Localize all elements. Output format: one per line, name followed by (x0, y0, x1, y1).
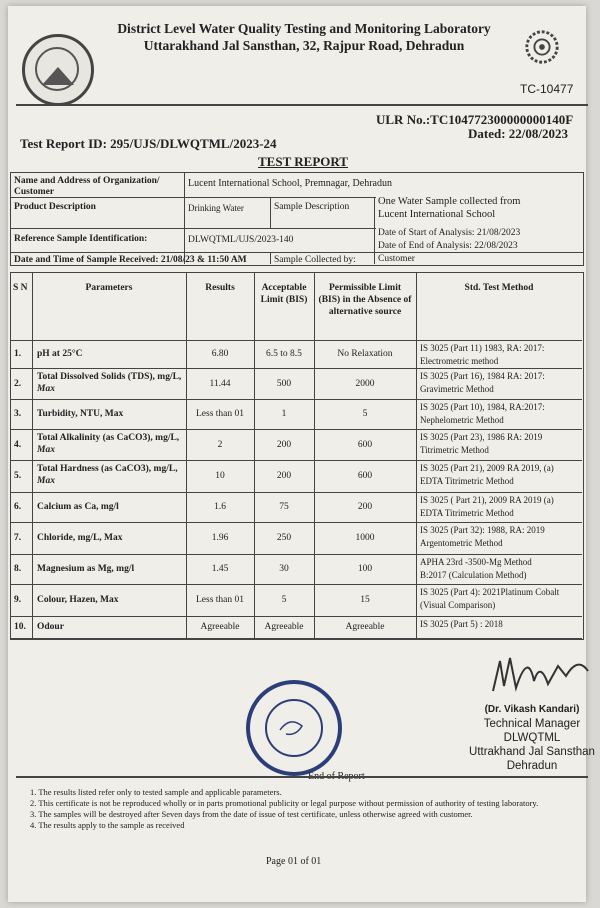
cell-method: IS 3025 (Part 23), 1986 RA: 2019 (420, 432, 543, 442)
cell-parameter: Total Dissolved Solids (TDS), mg/L, (37, 372, 182, 382)
cell-method-name: B:2017 (Calculation Method) (420, 570, 527, 580)
cell-method-name: Argentometric Method (420, 538, 503, 548)
cell-acc: 200 (276, 439, 292, 450)
collected-label: Sample Collected by: (274, 255, 356, 265)
note-item: 3. The samples will be destroyed after Seven days from the date of issue of test certificate, unless otherwise agreed with customer. (30, 809, 473, 819)
sample-desc-label: Sample Description (274, 202, 350, 212)
cell-sn: 1. (14, 349, 22, 359)
product-value: Drinking Water (188, 203, 244, 213)
cell-acc: 75 (279, 502, 289, 512)
lab-title (104, 20, 504, 54)
cell-sn: 8. (14, 564, 22, 574)
table-header-param: Parameters (85, 283, 133, 293)
table-header-sn: S N (13, 283, 28, 293)
notes-divider (16, 776, 588, 778)
cell-acc: 500 (276, 378, 292, 389)
cell-perm: Agreeable (345, 622, 385, 632)
cell-parameter: Total Hardness (as CaCO3), mg/L, (37, 464, 178, 474)
received-label: Date and Time of Sample Received: 21/08/23 & 11:50 AM (14, 255, 247, 265)
cell-method-name: EDTA Titrimetric Method (420, 508, 514, 518)
cell-method-name: (Visual Comparison) (420, 600, 496, 610)
cell-sn: 7. (14, 533, 22, 543)
nabl-emblem-icon (523, 28, 561, 66)
start-analysis: Date of Start of Analysis: 21/08/2023 (378, 228, 521, 238)
report-id: Test Report ID: 295/UJS/DLWQTML/2023-24 (20, 136, 277, 151)
cell-method-name: Electrometric method (420, 356, 499, 366)
cell-method: IS 3025 (Part 4): 2021Platinum Cobalt (420, 587, 560, 597)
table-header-method: Std. Test Method (464, 283, 534, 293)
cell-parameter: Magnesium as Mg, mg/l (37, 564, 135, 574)
lab-title-line1: District Level Water Quality Testing and Monitoring Laboratory (117, 21, 491, 36)
cell-result: 2 (217, 439, 223, 450)
cell-result: 1.96 (211, 533, 229, 543)
sample-desc-line1: One Water Sample collected from (378, 196, 521, 207)
cell-result: 11.44 (209, 378, 231, 389)
cell-method: IS 3025 (Part 32): 1988, RA: 2019 (420, 525, 545, 535)
cell-perm: 1000 (355, 533, 375, 543)
cell-method: IS 3025 (Part 21), 2009 RA 2019, (a) (420, 463, 554, 473)
signatory-block (460, 703, 600, 773)
cell-sn: 6. (14, 502, 22, 512)
cell-perm: 200 (357, 502, 373, 512)
cell-method: IS 3025 (Part 10), 1984, RA:2017: (420, 402, 545, 412)
cell-method-name: Nephelometric Method (420, 415, 504, 425)
org-value: Lucent International School, Premnagar, Dehradun (188, 178, 392, 189)
sample-desc-line2: Lucent International School (378, 209, 496, 220)
cell-sn: 4. (14, 439, 22, 450)
cell-perm: 600 (357, 471, 373, 481)
cell-method-name: Titrimetric Method (420, 445, 489, 455)
ref-label: Reference Sample Identification: (14, 234, 148, 244)
cell-method: IS 3025 (Part 11) 1983, RA: 2017: (420, 343, 545, 353)
header-divider (16, 104, 588, 106)
signatory-city: Dehradun (506, 760, 558, 772)
table-header-results: Results (205, 283, 235, 293)
cell-parameter: Colour, Hazen, Max (37, 595, 119, 605)
cell-method: IS 3025 ( Part 21), 2009 RA 2019 (a) (420, 495, 554, 505)
page-number: Page 01 of 01 (266, 856, 322, 867)
ref-value: DLWQTML/UJS/2023-140 (188, 235, 294, 245)
cell-parameter-max: Max (37, 384, 55, 394)
cell-parameter: pH at 25°C (37, 349, 83, 359)
cell-method-name: Gravimetric Method (420, 384, 494, 394)
cell-parameter: Odour (37, 622, 64, 632)
cell-perm: 15 (360, 595, 370, 605)
cell-parameter-max: Max (37, 445, 55, 455)
form-code: TC-10477 (520, 82, 574, 96)
product-label: Product Description (14, 202, 96, 212)
school-seal-stamp (244, 678, 344, 778)
cell-perm: 5 (362, 409, 368, 419)
cell-parameter: Calcium as Ca, mg/l (37, 502, 119, 512)
cell-result: 1.45 (211, 564, 229, 574)
ulr-number: ULR No.:TC104772300000000140F (376, 112, 574, 127)
customer-label: Customer (378, 254, 415, 264)
cell-perm: 2000 (355, 378, 375, 389)
cell-result: Less than 01 (195, 409, 245, 419)
cell-result: 10 (215, 471, 225, 481)
cell-method: IS 3025 (Part 16), 1984 RA: 2017: (420, 371, 545, 381)
cell-result: 1.6 (214, 502, 226, 512)
cell-parameter: Turbidity, NTU, Max (37, 409, 124, 419)
lab-title-line2: Uttarakhand Jal Sansthan, 32, Rajpur Road, Dehradun (143, 38, 465, 53)
signatory-name: (Dr. Vikash Kandari) (484, 704, 580, 715)
note-item: 4. The results apply to the sample as received (30, 820, 185, 830)
cell-sn: 10. (14, 622, 26, 632)
cell-parameter-max: Max (37, 476, 55, 486)
cell-sn: 5. (14, 471, 22, 481)
cell-sn: 2. (14, 378, 22, 389)
cell-acc: 5 (281, 595, 287, 605)
report-title: TEST REPORT (258, 154, 348, 169)
cell-method: IS 3025 (Part 5) : 2018 (420, 619, 503, 629)
cell-acc: 250 (276, 533, 292, 543)
cell-result: Less than 01 (195, 595, 245, 605)
org-label: Name and Address of Organization/ Customer (14, 176, 160, 197)
cell-acc: 200 (276, 471, 292, 481)
cell-acc: 1 (281, 409, 287, 419)
report-date: Dated: 22/08/2023 (468, 126, 569, 141)
jal-sansthan-logo (22, 34, 94, 106)
cell-perm: No Relaxation (337, 349, 393, 359)
cell-acc: 6.5 to 8.5 (266, 349, 302, 359)
cell-method-name: EDTA Titrimetric Method (420, 476, 514, 486)
signatory-org2: Uttrakhand Jal Sansthan (469, 746, 595, 758)
signatory-role: Technical Manager (483, 718, 581, 730)
note-item: 2. This certificate is not be reproduced wholly or in parts promotional publicity or legal purpose without permission of authority of testing laboratory. (30, 798, 539, 808)
note-item: 1. The results listed refer only to tested sample and applicable parameters. (30, 787, 282, 797)
cell-acc: Agreeable (264, 622, 304, 632)
table-header-acceptable: Acceptable Limit (BIS) (260, 283, 308, 305)
cell-result: 6.80 (211, 349, 229, 359)
cell-parameter: Total Alkalinity (as CaCO3), mg/L, (37, 433, 180, 443)
cell-perm: 600 (357, 439, 373, 450)
table-header-permissible: Permissible Limit (BIS) in the Absence of alternative source (318, 283, 412, 317)
table-row-line (10, 638, 582, 639)
cell-perm: 100 (357, 564, 373, 574)
cell-sn: 9. (14, 595, 22, 605)
cell-method: APHA 23rd -3500-Mg Method (420, 557, 532, 567)
cell-parameter: Chloride, mg/L, Max (37, 533, 123, 543)
signature-scribble (488, 646, 598, 706)
signatory-org: DLWQTML (503, 732, 561, 744)
end-analysis: Date of End of Analysis: 22/08/2023 (378, 241, 518, 251)
notes (30, 787, 570, 831)
cell-result: Agreeable (200, 622, 240, 632)
report-sheet (8, 6, 595, 902)
cell-sn: 3. (14, 409, 22, 419)
cell-acc: 30 (279, 564, 289, 574)
